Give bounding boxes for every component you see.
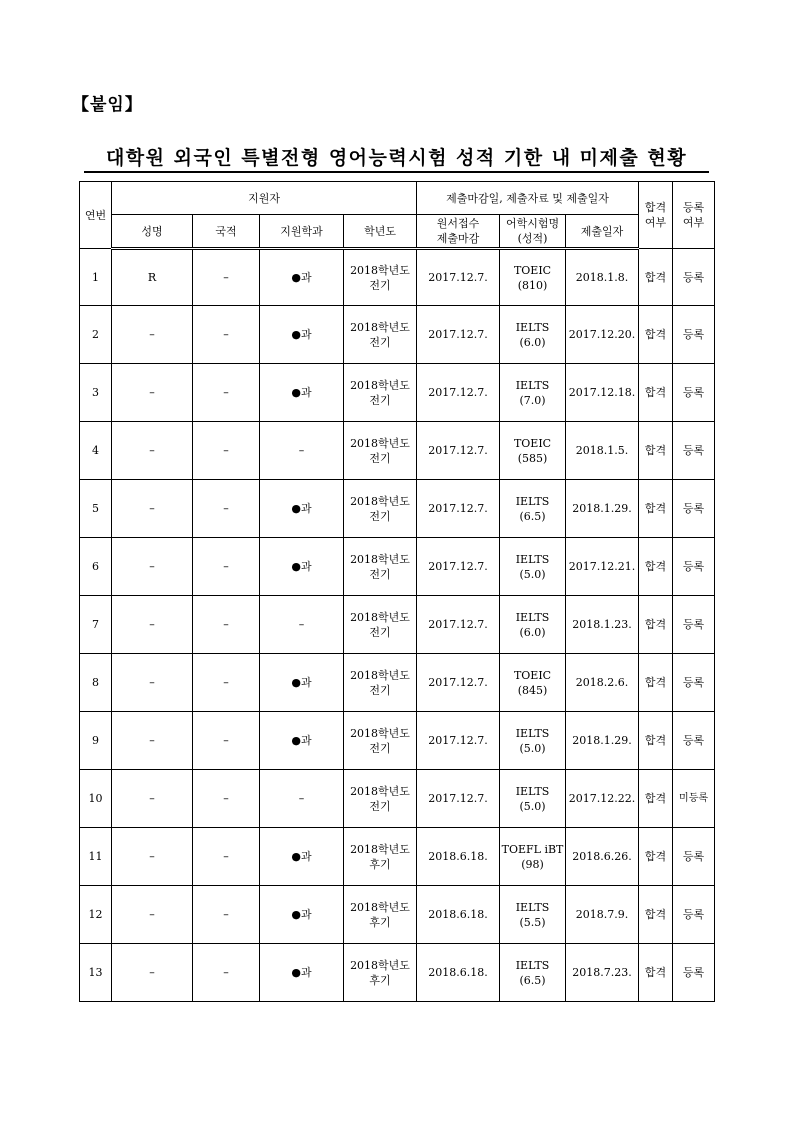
name-cell: –	[112, 538, 193, 596]
pass-cell: 합격	[639, 654, 673, 712]
year-cell: 2018학년도 전기	[344, 538, 417, 596]
year-cell: 2018학년도 전기	[344, 770, 417, 828]
test-cell: IELTS (6.0)	[500, 596, 566, 654]
no-cell: 3	[80, 364, 112, 422]
deadline-cell: 2018.6.18.	[417, 886, 500, 944]
table-row	[80, 422, 715, 480]
department-cell: ●과	[260, 538, 344, 596]
year-cell: 2018학년도 전기	[344, 712, 417, 770]
page-title: 대학원 외국인 특별전형 영어능력시험 성적 기한 내 미제출 현황	[84, 146, 709, 173]
submit-date-cell: 2018.1.8.	[566, 249, 639, 306]
header-registration: 등록 여부	[673, 182, 715, 249]
table-row	[80, 538, 715, 596]
registration-cell: 등록	[673, 654, 715, 712]
year-cell: 2018학년도 전기	[344, 596, 417, 654]
pass-cell: 합격	[639, 538, 673, 596]
deadline-cell: 2017.12.7.	[417, 770, 500, 828]
department-cell: ●과	[260, 828, 344, 886]
registration-cell: 등록	[673, 828, 715, 886]
header-year: 학년도	[344, 215, 417, 249]
department-cell: ●과	[260, 249, 344, 306]
header-name: 성명	[112, 215, 193, 249]
year-cell: 2018학년도 전기	[344, 422, 417, 480]
no-cell: 11	[80, 828, 112, 886]
pass-cell: 합격	[639, 712, 673, 770]
no-cell: 10	[80, 770, 112, 828]
deadline-cell: 2017.12.7.	[417, 480, 500, 538]
pass-cell: 합격	[639, 886, 673, 944]
no-cell: 9	[80, 712, 112, 770]
no-cell: 7	[80, 596, 112, 654]
status-table	[79, 181, 715, 1002]
no-cell: 5	[80, 480, 112, 538]
registration-cell: 등록	[673, 422, 715, 480]
registration-cell: 등록	[673, 712, 715, 770]
test-cell: TOEIC (810)	[500, 249, 566, 306]
year-cell: 2018학년도 전기	[344, 654, 417, 712]
submit-date-cell: 2017.12.22.	[566, 770, 639, 828]
table-row	[80, 306, 715, 364]
test-cell: IELTS (7.0)	[500, 364, 566, 422]
name-cell: –	[112, 364, 193, 422]
attachment-label: 【붙임】	[72, 95, 143, 115]
submit-date-cell: 2018.7.9.	[566, 886, 639, 944]
test-cell: TOEIC (845)	[500, 654, 566, 712]
department-cell: –	[260, 596, 344, 654]
pass-cell: 합격	[639, 306, 673, 364]
submit-date-cell: 2018.1.23.	[566, 596, 639, 654]
test-cell: TOEIC (585)	[500, 422, 566, 480]
test-cell: IELTS (6.0)	[500, 306, 566, 364]
header-test: 어학시험명 (성적)	[500, 215, 566, 249]
department-cell: ●과	[260, 886, 344, 944]
submit-date-cell: 2018.7.23.	[566, 944, 639, 1002]
pass-cell: 합격	[639, 364, 673, 422]
table-row	[80, 944, 715, 1002]
deadline-cell: 2017.12.7.	[417, 538, 500, 596]
deadline-cell: 2017.12.7.	[417, 364, 500, 422]
department-cell: ●과	[260, 306, 344, 364]
year-cell: 2018학년도 후기	[344, 886, 417, 944]
pass-cell: 합격	[639, 770, 673, 828]
test-cell: IELTS (6.5)	[500, 480, 566, 538]
submit-date-cell: 2017.12.21.	[566, 538, 639, 596]
name-cell: –	[112, 422, 193, 480]
nationality-cell: –	[193, 306, 260, 364]
pass-cell: 합격	[639, 249, 673, 306]
submit-date-cell: 2018.6.26.	[566, 828, 639, 886]
submit-date-cell: 2018.1.29.	[566, 480, 639, 538]
year-cell: 2018학년도 전기	[344, 306, 417, 364]
header-submission: 제출마감일, 제출자료 및 제출일자	[417, 182, 639, 215]
no-cell: 4	[80, 422, 112, 480]
no-cell: 12	[80, 886, 112, 944]
test-cell: IELTS (5.0)	[500, 712, 566, 770]
submit-date-cell: 2018.1.29.	[566, 712, 639, 770]
submit-date-cell: 2018.1.5.	[566, 422, 639, 480]
nationality-cell: –	[193, 364, 260, 422]
registration-cell: 등록	[673, 249, 715, 306]
no-cell: 13	[80, 944, 112, 1002]
test-cell: IELTS (6.5)	[500, 944, 566, 1002]
nationality-cell: –	[193, 422, 260, 480]
header-nationality: 국적	[193, 215, 260, 249]
department-cell: ●과	[260, 364, 344, 422]
name-cell: –	[112, 712, 193, 770]
no-cell: 1	[80, 249, 112, 306]
deadline-cell: 2018.6.18.	[417, 828, 500, 886]
year-cell: 2018학년도 후기	[344, 944, 417, 1002]
nationality-cell: –	[193, 596, 260, 654]
registration-cell: 등록	[673, 306, 715, 364]
department-cell: ●과	[260, 712, 344, 770]
deadline-cell: 2017.12.7.	[417, 712, 500, 770]
registration-cell: 미등록	[673, 770, 715, 828]
no-cell: 8	[80, 654, 112, 712]
submit-date-cell: 2017.12.18.	[566, 364, 639, 422]
submit-date-cell: 2018.2.6.	[566, 654, 639, 712]
deadline-cell: 2017.12.7.	[417, 249, 500, 306]
deadline-cell: 2017.12.7.	[417, 596, 500, 654]
name-cell: –	[112, 654, 193, 712]
nationality-cell: –	[193, 249, 260, 306]
name-cell: –	[112, 480, 193, 538]
nationality-cell: –	[193, 828, 260, 886]
test-cell: TOEFL iBT (98)	[500, 828, 566, 886]
registration-cell: 등록	[673, 364, 715, 422]
department-cell: –	[260, 770, 344, 828]
nationality-cell: –	[193, 712, 260, 770]
nationality-cell: –	[193, 654, 260, 712]
table-row	[80, 886, 715, 944]
name-cell: –	[112, 886, 193, 944]
pass-cell: 합격	[639, 828, 673, 886]
table-row	[80, 480, 715, 538]
table-row	[80, 249, 715, 306]
registration-cell: 등록	[673, 596, 715, 654]
no-cell: 2	[80, 306, 112, 364]
department-cell: ●과	[260, 944, 344, 1002]
registration-cell: 등록	[673, 944, 715, 1002]
registration-cell: 등록	[673, 886, 715, 944]
header-applicant: 지원자	[112, 182, 417, 215]
pass-cell: 합격	[639, 596, 673, 654]
year-cell: 2018학년도 전기	[344, 249, 417, 306]
name-cell: –	[112, 828, 193, 886]
deadline-cell: 2017.12.7.	[417, 422, 500, 480]
pass-cell: 합격	[639, 944, 673, 1002]
no-cell: 6	[80, 538, 112, 596]
deadline-cell: 2018.6.18.	[417, 944, 500, 1002]
pass-cell: 합격	[639, 422, 673, 480]
submit-date-cell: 2017.12.20.	[566, 306, 639, 364]
header-department: 지원학과	[260, 215, 344, 249]
name-cell: –	[112, 770, 193, 828]
nationality-cell: –	[193, 886, 260, 944]
nationality-cell: –	[193, 538, 260, 596]
nationality-cell: –	[193, 480, 260, 538]
header-deadline: 원서접수 제출마감	[417, 215, 500, 249]
test-cell: IELTS (5.0)	[500, 770, 566, 828]
department-cell: ●과	[260, 480, 344, 538]
table-row	[80, 828, 715, 886]
pass-cell: 합격	[639, 480, 673, 538]
year-cell: 2018학년도 전기	[344, 364, 417, 422]
name-cell: R	[112, 249, 193, 306]
year-cell: 2018학년도 전기	[344, 480, 417, 538]
table-row	[80, 654, 715, 712]
year-cell: 2018학년도 후기	[344, 828, 417, 886]
table-row	[80, 770, 715, 828]
department-cell: –	[260, 422, 344, 480]
header-submit-date: 제출일자	[566, 215, 639, 249]
name-cell: –	[112, 306, 193, 364]
table-row	[80, 712, 715, 770]
deadline-cell: 2017.12.7.	[417, 654, 500, 712]
nationality-cell: –	[193, 944, 260, 1002]
name-cell: –	[112, 596, 193, 654]
header-no: 연번	[80, 182, 112, 249]
test-cell: IELTS (5.5)	[500, 886, 566, 944]
name-cell: –	[112, 944, 193, 1002]
table-row	[80, 596, 715, 654]
registration-cell: 등록	[673, 538, 715, 596]
test-cell: IELTS (5.0)	[500, 538, 566, 596]
deadline-cell: 2017.12.7.	[417, 306, 500, 364]
table-row	[80, 364, 715, 422]
nationality-cell: –	[193, 770, 260, 828]
header-pass: 합격 여부	[639, 182, 673, 249]
department-cell: ●과	[260, 654, 344, 712]
registration-cell: 등록	[673, 480, 715, 538]
